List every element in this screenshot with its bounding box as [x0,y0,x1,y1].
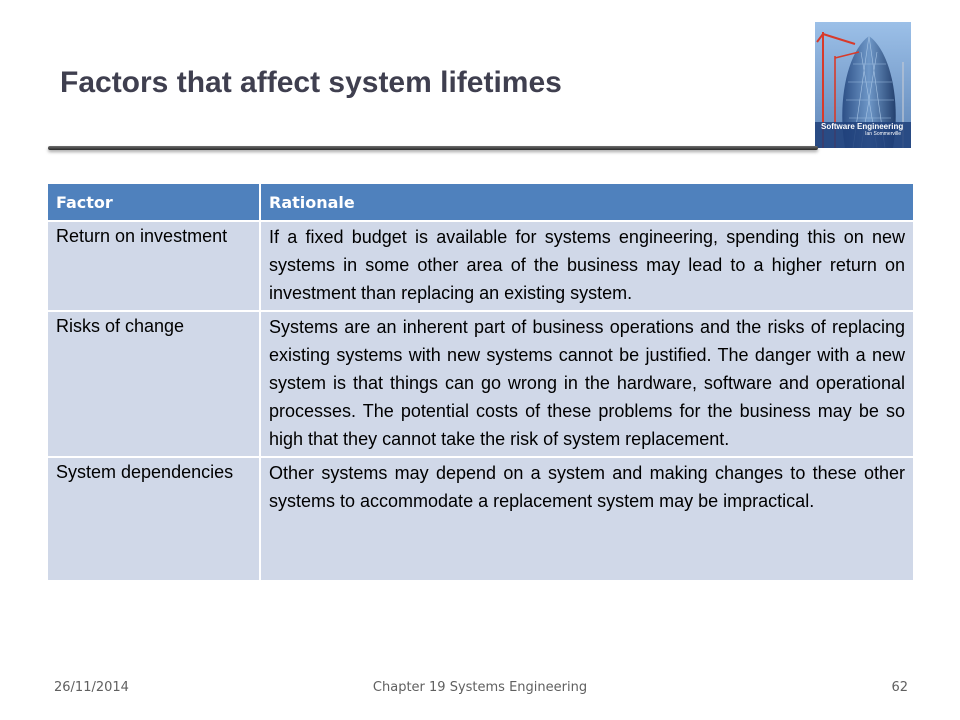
factor-cell: Return on investment [48,221,260,311]
cover-author: Ian Sommerville [865,131,901,137]
footer-chapter: Chapter 19 Systems Engineering [372,680,588,695]
title-divider [48,146,818,150]
footer-page-number: 62 [891,680,908,695]
column-header-rationale: Rationale [260,184,913,221]
rationale-cell: Other systems may depend on a system and making changes to these other systems to accommodate a replacement system may be impractical. [260,457,913,580]
column-header-factor: Factor [48,184,260,221]
table-row [48,311,913,457]
rationale-cell: Systems are an inherent part of business operations and the risks of replacing existing systems with new systems cannot be justified. The danger with a new system is that things can go wrong in the hardware, software and operational processes. The potential costs of these problems for the business may be so high that they cannot take the risk of system replacement. [260,311,913,457]
cover-title: Software Engineering [821,122,904,131]
book-cover-image [815,22,911,148]
rationale-cell: If a fixed budget is available for systems engineering, spending this on new systems in some other area of the business may lead to a higher return on investment than replacing an existing system. [260,221,913,311]
table-row [48,221,913,311]
table-row [48,457,913,580]
table-header-row [48,184,913,221]
factors-table [48,184,913,580]
factor-cell: System dependencies [48,457,260,580]
footer-date: 26/11/2014 [54,680,129,695]
slide-title: Factors that affect system lifetimes [60,66,562,99]
factor-cell: Risks of change [48,311,260,457]
